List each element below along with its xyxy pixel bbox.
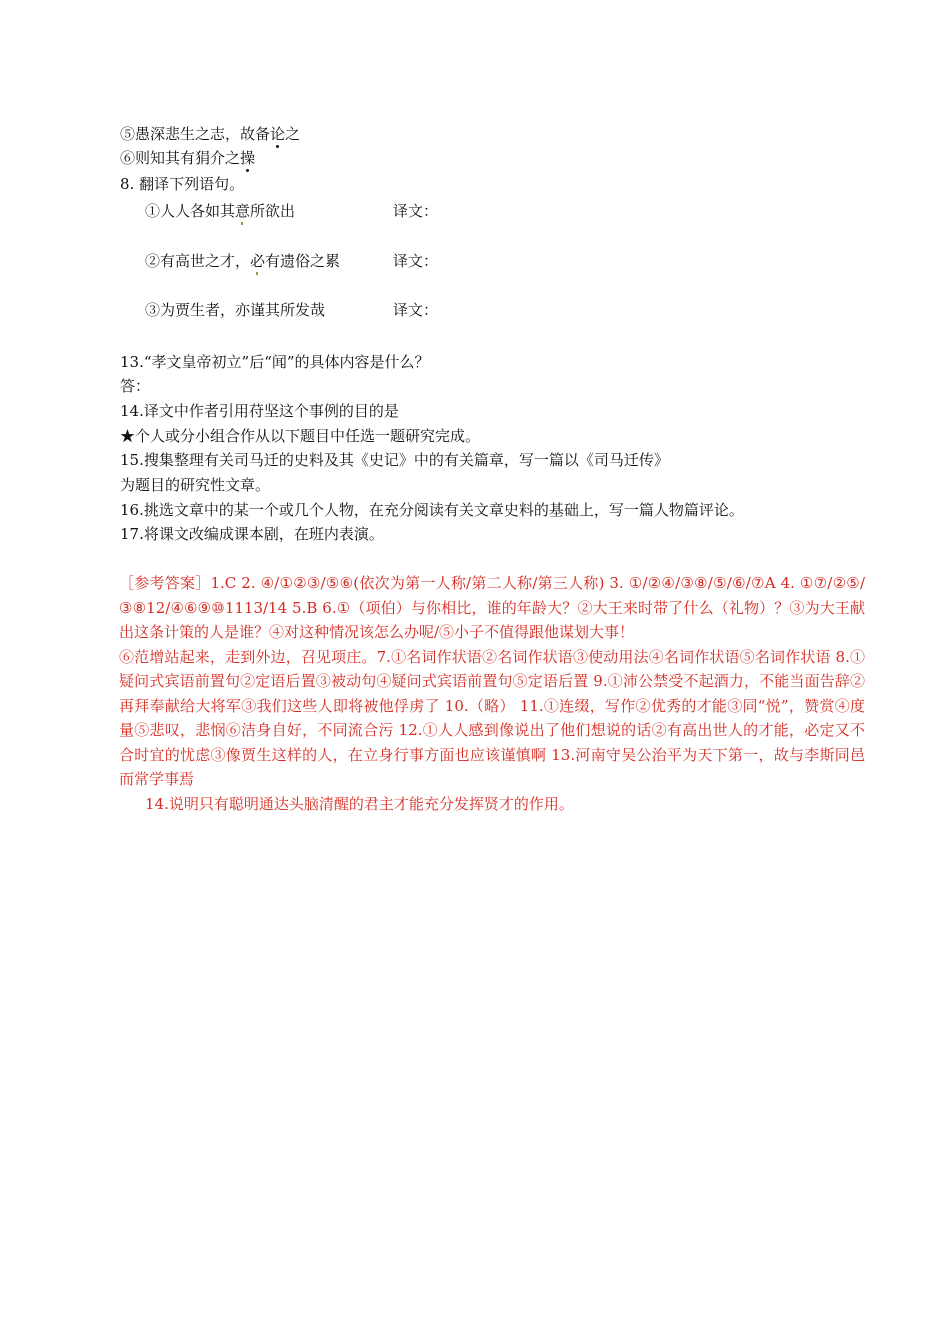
reference-answers	[119, 571, 865, 816]
question-15-line-1: 15.搜集整理有关司马迁的史料及其《史记》中的有关篇章，写一篇以《司马迁传》	[120, 451, 669, 469]
question-text: 有遗俗之累	[265, 252, 341, 270]
question-8-item-1	[145, 201, 295, 221]
translation-label: 译文：	[393, 202, 439, 220]
question-8-item-3	[145, 300, 325, 320]
question-text: 之	[285, 125, 301, 143]
question-7-item-5	[120, 124, 300, 144]
question-text: ⑤愚深悲生之志，故备	[120, 125, 271, 143]
translation-label: 译文：	[393, 252, 439, 270]
question-text: ①人人各如其	[145, 202, 236, 220]
answer-label: 答：	[120, 377, 151, 395]
answer-paragraph: 14.说明只有聪明通达头脑清醒的君主才能充分发挥贤才的作用。	[145, 794, 574, 813]
question-15-line-2: 为题目的研究性文章。	[120, 476, 271, 494]
question-8-heading: 8. 翻译下列语句。	[120, 175, 245, 193]
emphasis-dotted-char: 操	[240, 149, 256, 167]
question-text: ⑥则知其有狷介之	[120, 149, 241, 167]
question-13: 13.“孝文皇帝初立”后“闻”的具体内容是什么？	[120, 353, 430, 371]
research-note: ★个人或分小组合作从以下题目中任选一题研究完成。	[120, 427, 481, 445]
answer-paragraph: ⑥范增站起来，走到外边，召见项庄。7.①名词作状语②名词作状语③使动用法④名词作状语⑤名词作状语 8.①疑问式宾语前置句②定语后置③被动句④疑问式宾语前置句⑤定语后置 9.①沛公禁受不起酒力，不能当面告辞②再拜奉献给大将军③我们这些人即将被他俘虏了 10.（略） 11.①连缀，写作②优秀的才能③同“悦”，赞赏④度量⑤悲叹，悲悯⑥洁身自好，不同流合污 12.①人人感到像说出了他们想说的话②有高出世人的才能，必定又不合时宜的忧虑③像贾生这样的人，在立身行事方面也应该谨慎啊 13.河南守吴公治平为天下第一，故与李斯同邑而常学事焉	[119, 647, 865, 788]
question-17: 17.将课文改编成课本剧，在班内表演。	[120, 525, 384, 543]
question-7-item-6	[120, 148, 255, 168]
translation-label: 译文：	[393, 301, 439, 319]
answer-paragraph: ［参考答案］1.C 2. ④/①②③/⑤⑥(依次为第一人称/第二人称/第三人称) 3. ①/②④/③⑧/⑤/⑥/⑦A 4. ①⑦/②⑤/③⑧12/④⑥⑨⑩1113/14 5.B 6.①（项伯）与你相比，谁的年龄大？②大王来时带了什么（礼物）？③为大王献出这条计策的人是谁？④对这种情况该怎么办呢/⑤小子不值得跟他谋划大事！	[119, 574, 865, 641]
question-text: ③为贾生者，亦谨其所发哉	[145, 301, 326, 319]
emphasis-dotted-char: 论	[270, 125, 286, 143]
question-text: 所欲出	[250, 202, 296, 220]
question-text: ②有高世之才，	[145, 252, 251, 270]
question-8-item-2	[145, 251, 340, 271]
emphasis-dotted-char: 意	[235, 202, 251, 220]
question-14: 14.译文中作者引用苻坚这个事例的目的是	[120, 402, 399, 420]
emphasis-dotted-char: 必	[250, 252, 266, 270]
question-16: 16.挑选文章中的某一个或几个人物，在充分阅读有关文章史料的基础上，写一篇人物篇评论。	[120, 501, 744, 519]
